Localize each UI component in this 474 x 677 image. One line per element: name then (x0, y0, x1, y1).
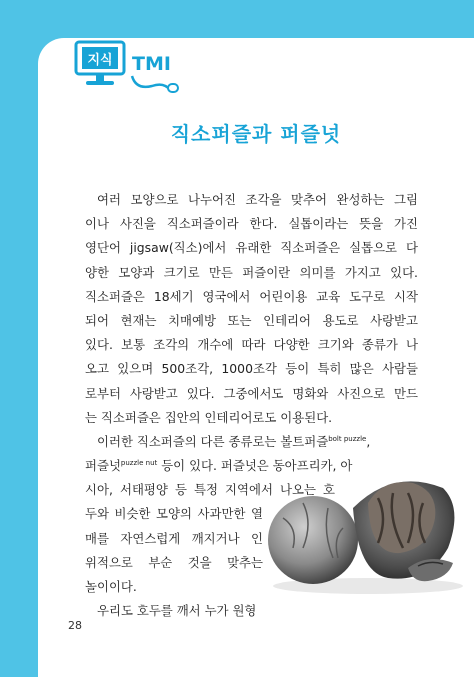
english-term: bolt puzzle (328, 434, 367, 443)
page-number: 28 (68, 619, 82, 632)
paragraph-line: 로부터 사랑받고 있다. 그중에서도 명화와 사진으로 만드 (85, 385, 418, 401)
paragraph-line: 시아, 서태평양 등 특정 지역에서 나오는 호 (85, 482, 335, 498)
english-term: puzzle nut (120, 458, 158, 467)
walnut-photo (258, 448, 468, 598)
paragraph-line: 영단어 jigsaw(직소)에서 유래한 직소퍼즐은 실톱으로 다 (85, 240, 418, 256)
paragraph-line: 매를 자연스럽게 깨지거나 인 (85, 530, 263, 546)
paragraph-line: 두와 비슷한 모양의 사과만한 열 (85, 506, 263, 522)
paragraph-text: , (366, 433, 371, 449)
paragraph-line: 직소퍼즐은 18세기 영국에서 어린이용 교육 도구로 시작 (85, 288, 418, 304)
paragraph-line: 오고 있으며 500조각, 1000조각 등이 특히 많은 사람들 (85, 361, 418, 377)
logo-text: TMI (132, 53, 171, 75)
paragraph-line: 되어 현재는 치매예방 또는 인테리어 용도로 사랑받고 (85, 312, 418, 328)
paragraph-line: 는 직소퍼즐은 집안의 인테리어로도 이용된다. (85, 409, 333, 425)
paragraph-text: 이러한 직소퍼즐의 다른 종류로는 볼트퍼즐 (97, 433, 329, 449)
paragraph-line: 있다. 보통 조각의 개수에 따라 다양한 크기와 종류가 나 (85, 337, 418, 353)
tmi-logo-icon (74, 34, 194, 94)
page (38, 38, 474, 677)
paragraph-text: 등이 있다. 퍼즐넛은 동아프리카, 아 (157, 458, 353, 474)
paragraph-text: 퍼즐넛 (85, 458, 121, 474)
paragraph-line: 위적으로 부순 것을 맞추는 (85, 554, 263, 570)
logo-badge: 지식 (87, 53, 113, 68)
paragraph-line: 여러 모양으로 나누어진 조각을 맞추어 완성하는 그림 (97, 192, 418, 207)
paragraph-line: 우리도 호두를 깨서 누가 원형 (97, 603, 257, 619)
paragraph-line: 놀이이다. (85, 579, 137, 594)
page-title: 직소퍼즐과 퍼즐넛 (170, 122, 342, 146)
paragraph-line: 이나 사진을 직소퍼즐이라 한다. 실톱이라는 뜻을 가진 (85, 216, 418, 232)
paragraph-line: 양한 모양과 크기로 만든 퍼즐이란 의미를 가지고 있다. (85, 264, 418, 280)
